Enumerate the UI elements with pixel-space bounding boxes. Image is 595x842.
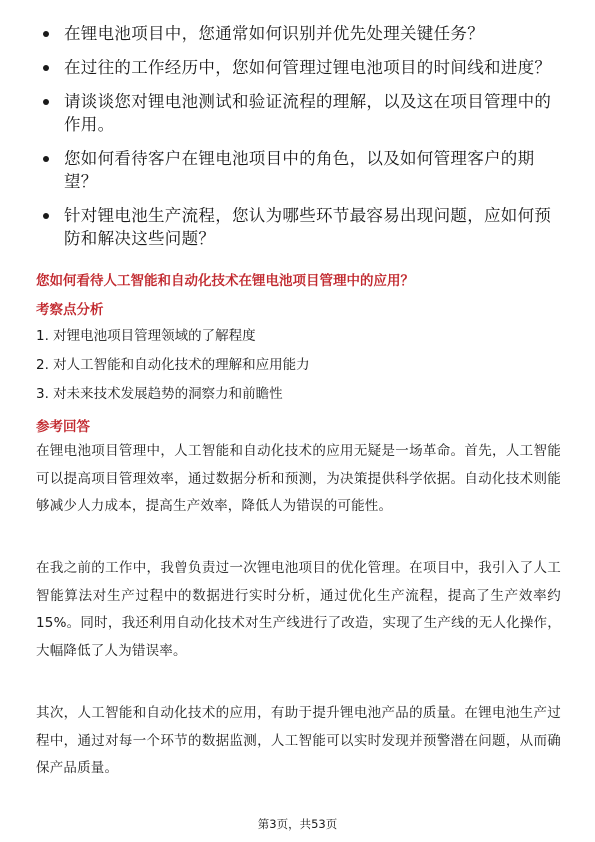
bullet-dot-icon [43, 31, 49, 37]
analysis-point: 2. 对人工智能和自动化技术的理解和应用能力 [36, 357, 310, 373]
analysis-heading: 考察点分析 [36, 302, 104, 318]
bullet-dot-icon [43, 213, 49, 219]
analysis-point: 1. 对锂电池项目管理领域的了解程度 [36, 328, 256, 344]
analysis-point: 3. 对未来技术发展趋势的洞察力和前瞻性 [36, 386, 283, 402]
bullet-item: 在过往的工作经历中，您如何管理过锂电池项目的时间线和进度？ [40, 56, 560, 79]
bullet-dot-icon [43, 65, 49, 71]
answer-paragraph: 在我之前的工作中，我曾负责过一次锂电池项目的优化管理。在项目中，我引入了人工智能算法对生产过程中的数据进行实时分析，通过优化生产流程，提高了生产效率约15%。同时，我还利用自动化技术对生产线进行了改造，实现了生产线的无人化操作，大幅降低了人为错误率。 [36, 560, 561, 659]
bullet-item: 针对锂电池生产流程，您认为哪些环节最容易出现问题，应如何预防和解决这些问题？ [40, 204, 560, 250]
question-heading: 您如何看待人工智能和自动化技术在锂电池项目管理中的应用？ [36, 273, 414, 289]
bullet-dot-icon [43, 99, 49, 105]
answer-paragraph: 在锂电池项目管理中，人工智能和自动化技术的应用无疑是一场革命。首先，人工智能可以提高项目管理效率，通过数据分析和预测，为决策提供科学依据。自动化技术则能够减少人力成本，提高生产效率，降低人为错误的可能性。 [36, 443, 561, 514]
bullet-dot-icon [43, 156, 49, 162]
bullet-item: 请谈谈您对锂电池测试和验证流程的理解，以及这在项目管理中的作用。 [40, 90, 560, 136]
answer-heading: 参考回答 [36, 419, 90, 435]
answer-paragraph: 其次，人工智能和自动化技术的应用，有助于提升锂电池产品的质量。在锂电池生产过程中，通过对每一个环节的数据监测，人工智能可以实时发现并预警潜在问题，从而确保产品质量。 [36, 705, 561, 776]
bullet-item: 在锂电池项目中，您通常如何识别并优先处理关键任务？ [40, 22, 560, 45]
question-bullet-list [40, 22, 560, 261]
bullet-item: 您如何看待客户在锂电池项目中的角色，以及如何管理客户的期望？ [40, 147, 560, 193]
page-footer: 第3页，共53页 [257, 817, 338, 831]
